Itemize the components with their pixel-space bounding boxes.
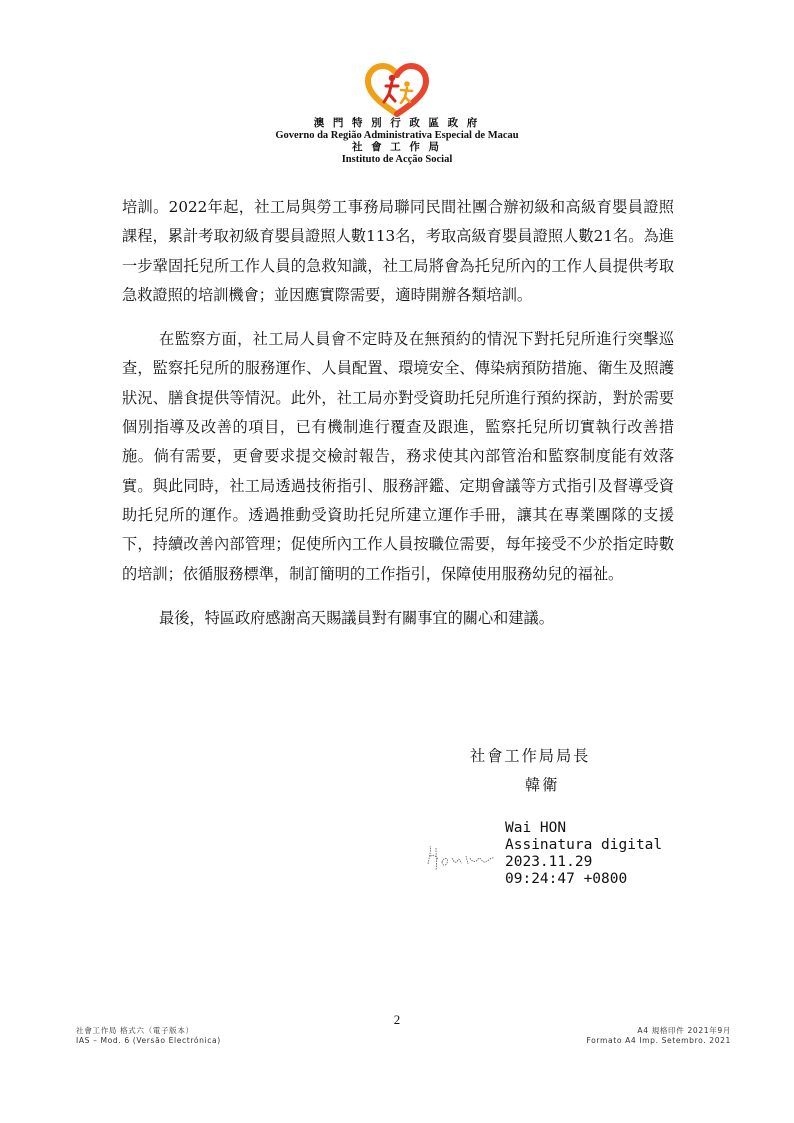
body-paragraph: 培訓。2022年起，社工局與勞工事務局聯同民間社團合辦初級和高級育嬰員證照課程，累計考取初級育嬰員證照人數113名，考取高級育嬰員證照人數21名。為進一步鞏固托兒所工作人員的急救知識，社工局將會為托兒所內的工作人員提供考取急救證照的培訓機會；並因應實際需要，適時開辦各類培訓。 — [122, 198, 674, 304]
bureau-name-pt: Instituto de Acção Social — [341, 154, 453, 165]
bureau-name-zh: 社 會 工 作 局 — [352, 142, 442, 153]
letterhead — [0, 62, 794, 166]
body-paragraph: 最後，特區政府感謝高天賜議員對有關事宜的關心和建議。 — [159, 608, 554, 627]
handwritten-signature — [424, 842, 502, 874]
digital-signature-label: Assinatura digital — [505, 837, 663, 853]
footer-left-line: 社會工作局 格式六（電子版本） — [76, 1026, 194, 1035]
footer-print-spec — [586, 1026, 731, 1046]
footer-right-line: Formato A4 Imp. Setembro. 2021 — [586, 1036, 731, 1045]
footer-left-line: IAS – Mod. 6 (Versão Electrónica) — [76, 1036, 221, 1045]
government-name-zh: 澳 門 特 別 行 政 區 政 府 — [313, 118, 481, 129]
footer-form-code — [76, 1026, 221, 1046]
signatory-name: 韓衛 — [525, 776, 560, 794]
digital-signature-block — [505, 820, 662, 888]
footer-right-line: A4 規格印件 2021年9月 — [637, 1026, 731, 1035]
government-name-pt: Governo da Região Administrativa Especial de Macau — [275, 130, 519, 141]
digital-signer: Wai HON — [505, 820, 567, 836]
page-number: 2 — [393, 1012, 401, 1027]
ias-heart-logo-icon — [362, 62, 432, 118]
signatory-title: 社會工作局局長 — [470, 747, 591, 765]
body-paragraph: 在監察方面，社工局人員會不定時及在無預約的情況下對托兒所進行突擊巡查，監察托兒所的服務運作、人員配置、環境安全、傳染病預防措施、衛生及照護狀況、膳食提供等情況。此外，社工局亦對受資助托兒所進行預約探訪，對於需要個別指導及改善的項目，已有機制進行覆查及跟進，監察托兒所切實執行改善措施。倘有需要，更會要求提交檢討報告，務求使其內部管治和監察制度能有效落實。與此同時，社工局透過技術指引、服務評鑑、定期會議等方式指引及督導受資助托兒所的運作。透過推動受資助托兒所建立運作手冊，讓其在專業團隊的支援下，持續改善內部管理；促使所內工作人員按職位需要，每年接受不少於指定時數的培訓；依循服務標準，制訂簡明的工作指引，保障使用服務幼兒的福祉。 — [122, 330, 674, 583]
digital-signature-date: 2023.11.29 — [505, 854, 593, 870]
digital-signature-time: 09:24:47 +0800 — [505, 871, 628, 887]
letter-body — [122, 193, 674, 648]
